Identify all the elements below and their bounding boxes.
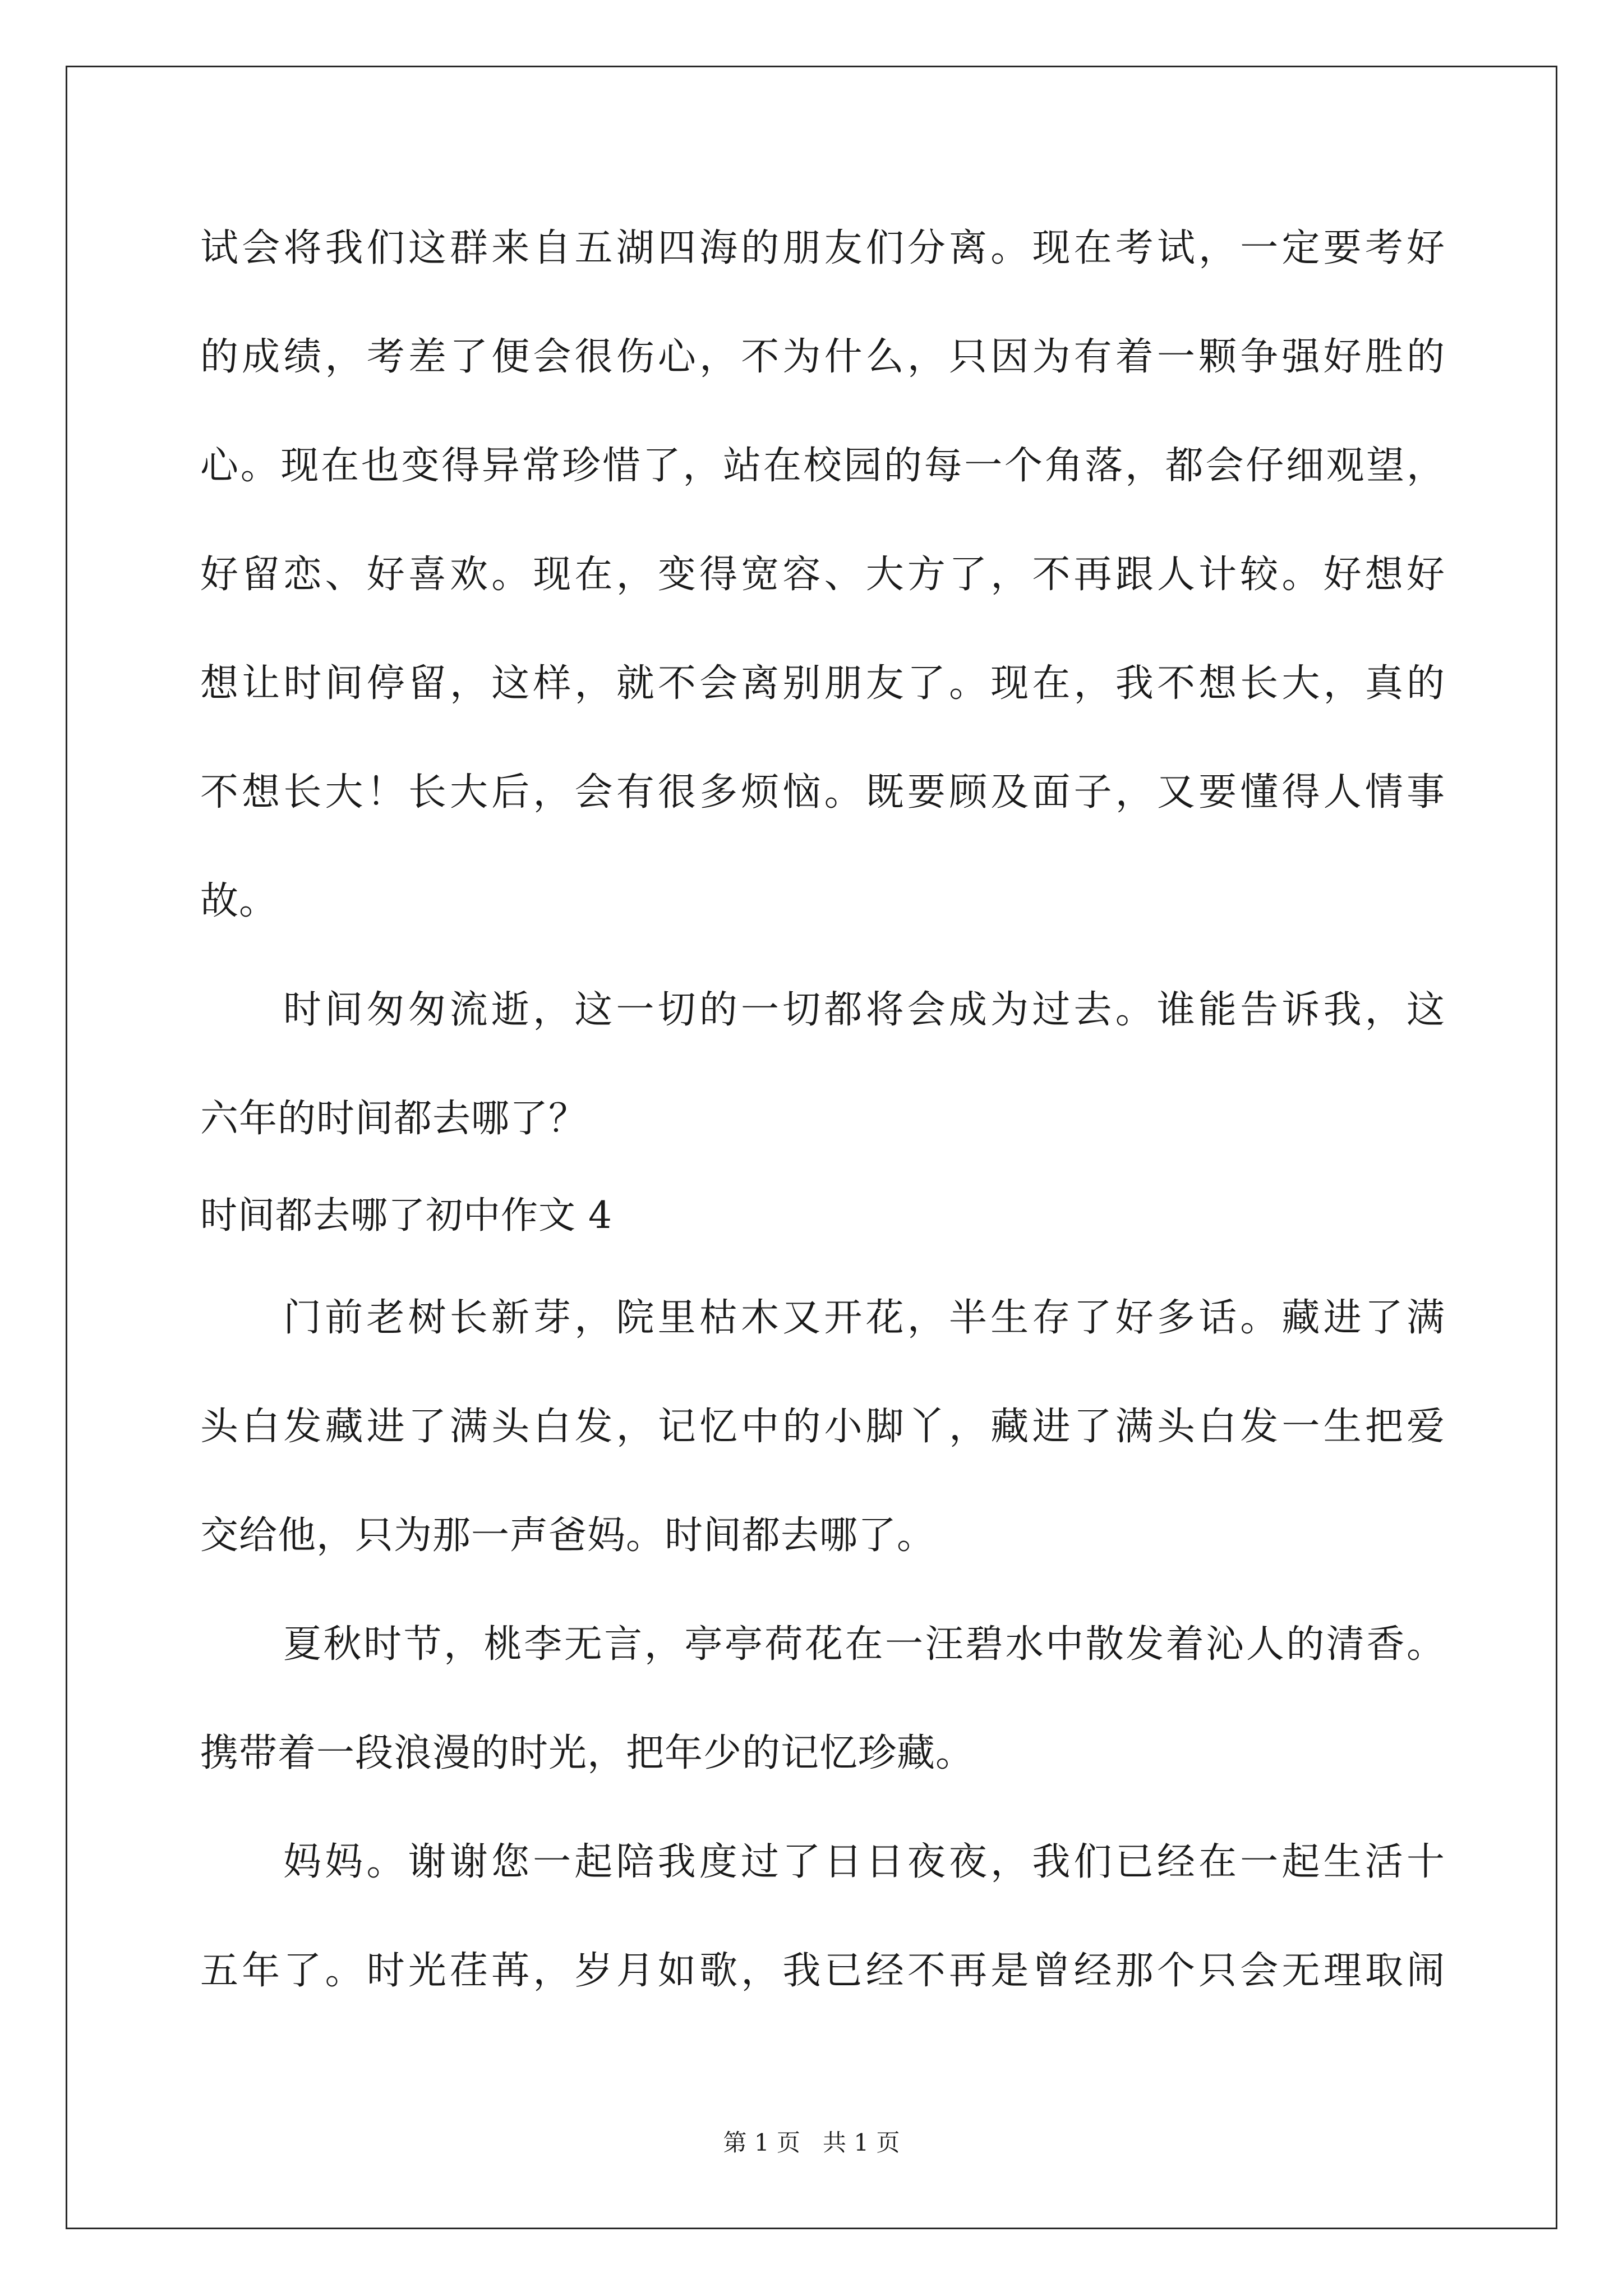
text-line: 头白发藏进了满头白发，记忆中的小脚丫，藏进了满头白发一生把爱 [200,1405,1445,1449]
text-line: 六年的时间都去哪了？ [200,1097,588,1141]
text-line: 不想长大！长大后，会有很多烦恼。既要顾及面子，又要懂得人情事 [200,770,1445,815]
text-line: 五年了。时光荏苒，岁月如歌，我已经不再是曾经那个只会无理取闹 [200,1949,1445,1993]
text-line: 想让时间停留，这样，就不会离别朋友了。现在，我不想长大，真的 [200,661,1445,706]
section-heading: 时间都去哪了初中作文 4 [200,1194,612,1237]
text-line: 携带着一段浪漫的时光，把年少的记忆珍藏。 [200,1731,975,1775]
page-number-footer: 第 1 页 共 1 页 [723,2129,900,2156]
text-line: 妈妈。谢谢您一起陪我度过了日日夜夜，我们已经在一起生活十 [283,1840,1445,1884]
text-line: 交给他，只为那一声爸妈。时间都去哪了。 [200,1513,936,1558]
text-line: 时间匆匆流逝，这一切的一切都将会成为过去。谁能告诉我，这 [283,988,1445,1032]
text-line: 好留恋、好喜欢。现在，变得宽容、大方了，不再跟人计较。好想好 [200,553,1445,597]
page-frame [66,66,1557,2229]
text-line: 的成绩，考差了便会很伤心，不为什么，只因为有着一颗争强好胜的 [200,335,1445,379]
text-line: 心。现在也变得异常珍惜了，站在校园的每一个角落，都会仔细观望， [200,444,1445,488]
text-line: 门前老树长新芽，院里枯木又开花，半生存了好多话。藏进了满 [283,1296,1445,1340]
text-line: 夏秋时节，桃李无言，亭亭荷花在一汪碧水中散发着沁人的清香。 [283,1622,1445,1667]
text-line: 故。 [200,879,278,923]
text-line: 试会将我们这群来自五湖四海的朋友们分离。现在考试，一定要考好 [200,226,1445,270]
